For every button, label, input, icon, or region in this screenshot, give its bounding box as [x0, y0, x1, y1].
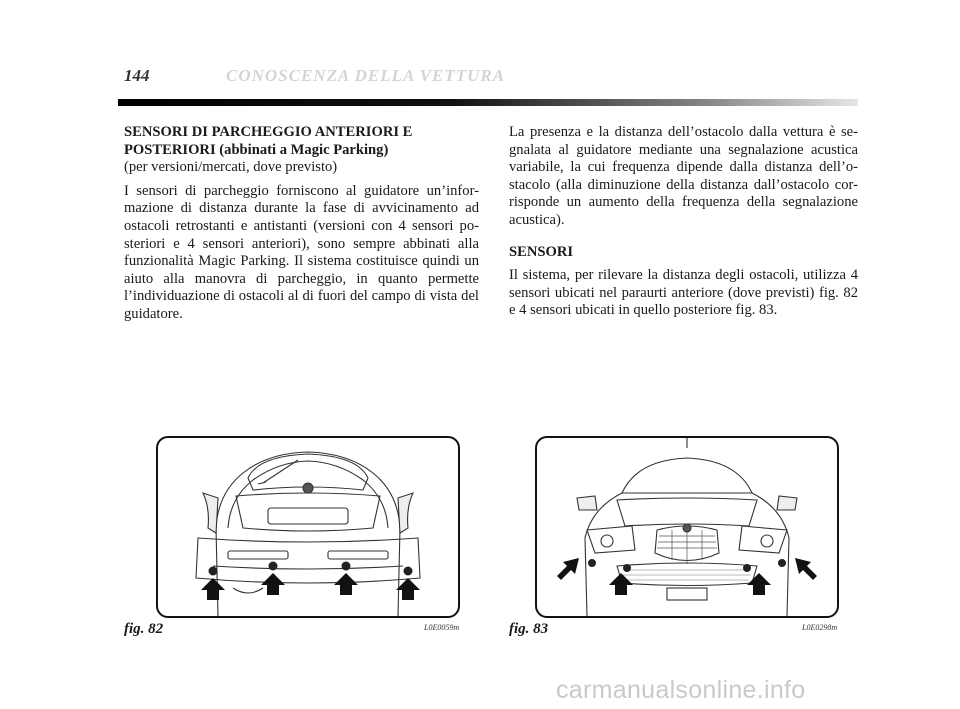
figure-rear-view — [156, 436, 460, 618]
right-column — [509, 124, 858, 326]
section-title-line1: SENSORI DI PARCHEGGIO ANTERIORI E — [124, 124, 413, 140]
signal-paragraph: La presenza e la distanza dell’ostacolo dalla vettura è se-gnalata al guidatore mediante una segnalazione acustica variabile, la cui frequenza dipende dalla distanza dell’o-stacolo (alla diminuzione della distanza dall’ostacolo cor-risponde un aumento della frequenza della segnalazione acustica). — [509, 124, 858, 228]
sensors-paragraph: Il sistema, per rilevare la distanza degli ostacoli, utilizza 4 sensori ubicati nel paraurti anteriore (dove previsti) fig. 82 e 4 sensori ubicati in quello posteriore fig. 83. — [509, 267, 858, 319]
page-number: 144 — [124, 66, 150, 85]
intro-paragraph: I sensori di parcheggio forniscono al guidatore un’infor-mazione di distanza durante la fase di avvicinamento ad ostacoli retrostanti e antistanti (versioni con 4 sensori po-steriori e 4 sensori anteriori), sono sempre abbinati alla funzionalità Magic Parking. Il sistema costituisce quindi un aiuto alla manovra di parcheggio, in quanto permette l’individuazione di ostacoli al di fuori del campo di vista del guidatore. — [124, 182, 479, 322]
header-rule — [118, 99, 858, 106]
figure-code-83: L0E0298m — [802, 623, 838, 632]
watermark: carmanualsonline.info — [556, 676, 806, 704]
figure-front-view — [535, 436, 839, 618]
running-title: CONOSCENZA DELLA VETTURA — [226, 66, 506, 85]
car-rear-sensors-illustration — [158, 438, 458, 616]
left-column — [124, 124, 479, 330]
figure-code-82: L0E0059m — [424, 623, 460, 632]
figure-label-83: fig. 83 — [509, 621, 549, 637]
section-title-line2: POSTERIORI (abbinati a Magic Parking) — [124, 141, 389, 158]
figure-label-82: fig. 82 — [124, 621, 164, 637]
section-subtitle: (per versioni/mercati, dove previsto) — [124, 159, 338, 176]
car-front-sensors-illustration — [537, 438, 837, 616]
sensors-heading: SENSORI — [509, 243, 574, 260]
